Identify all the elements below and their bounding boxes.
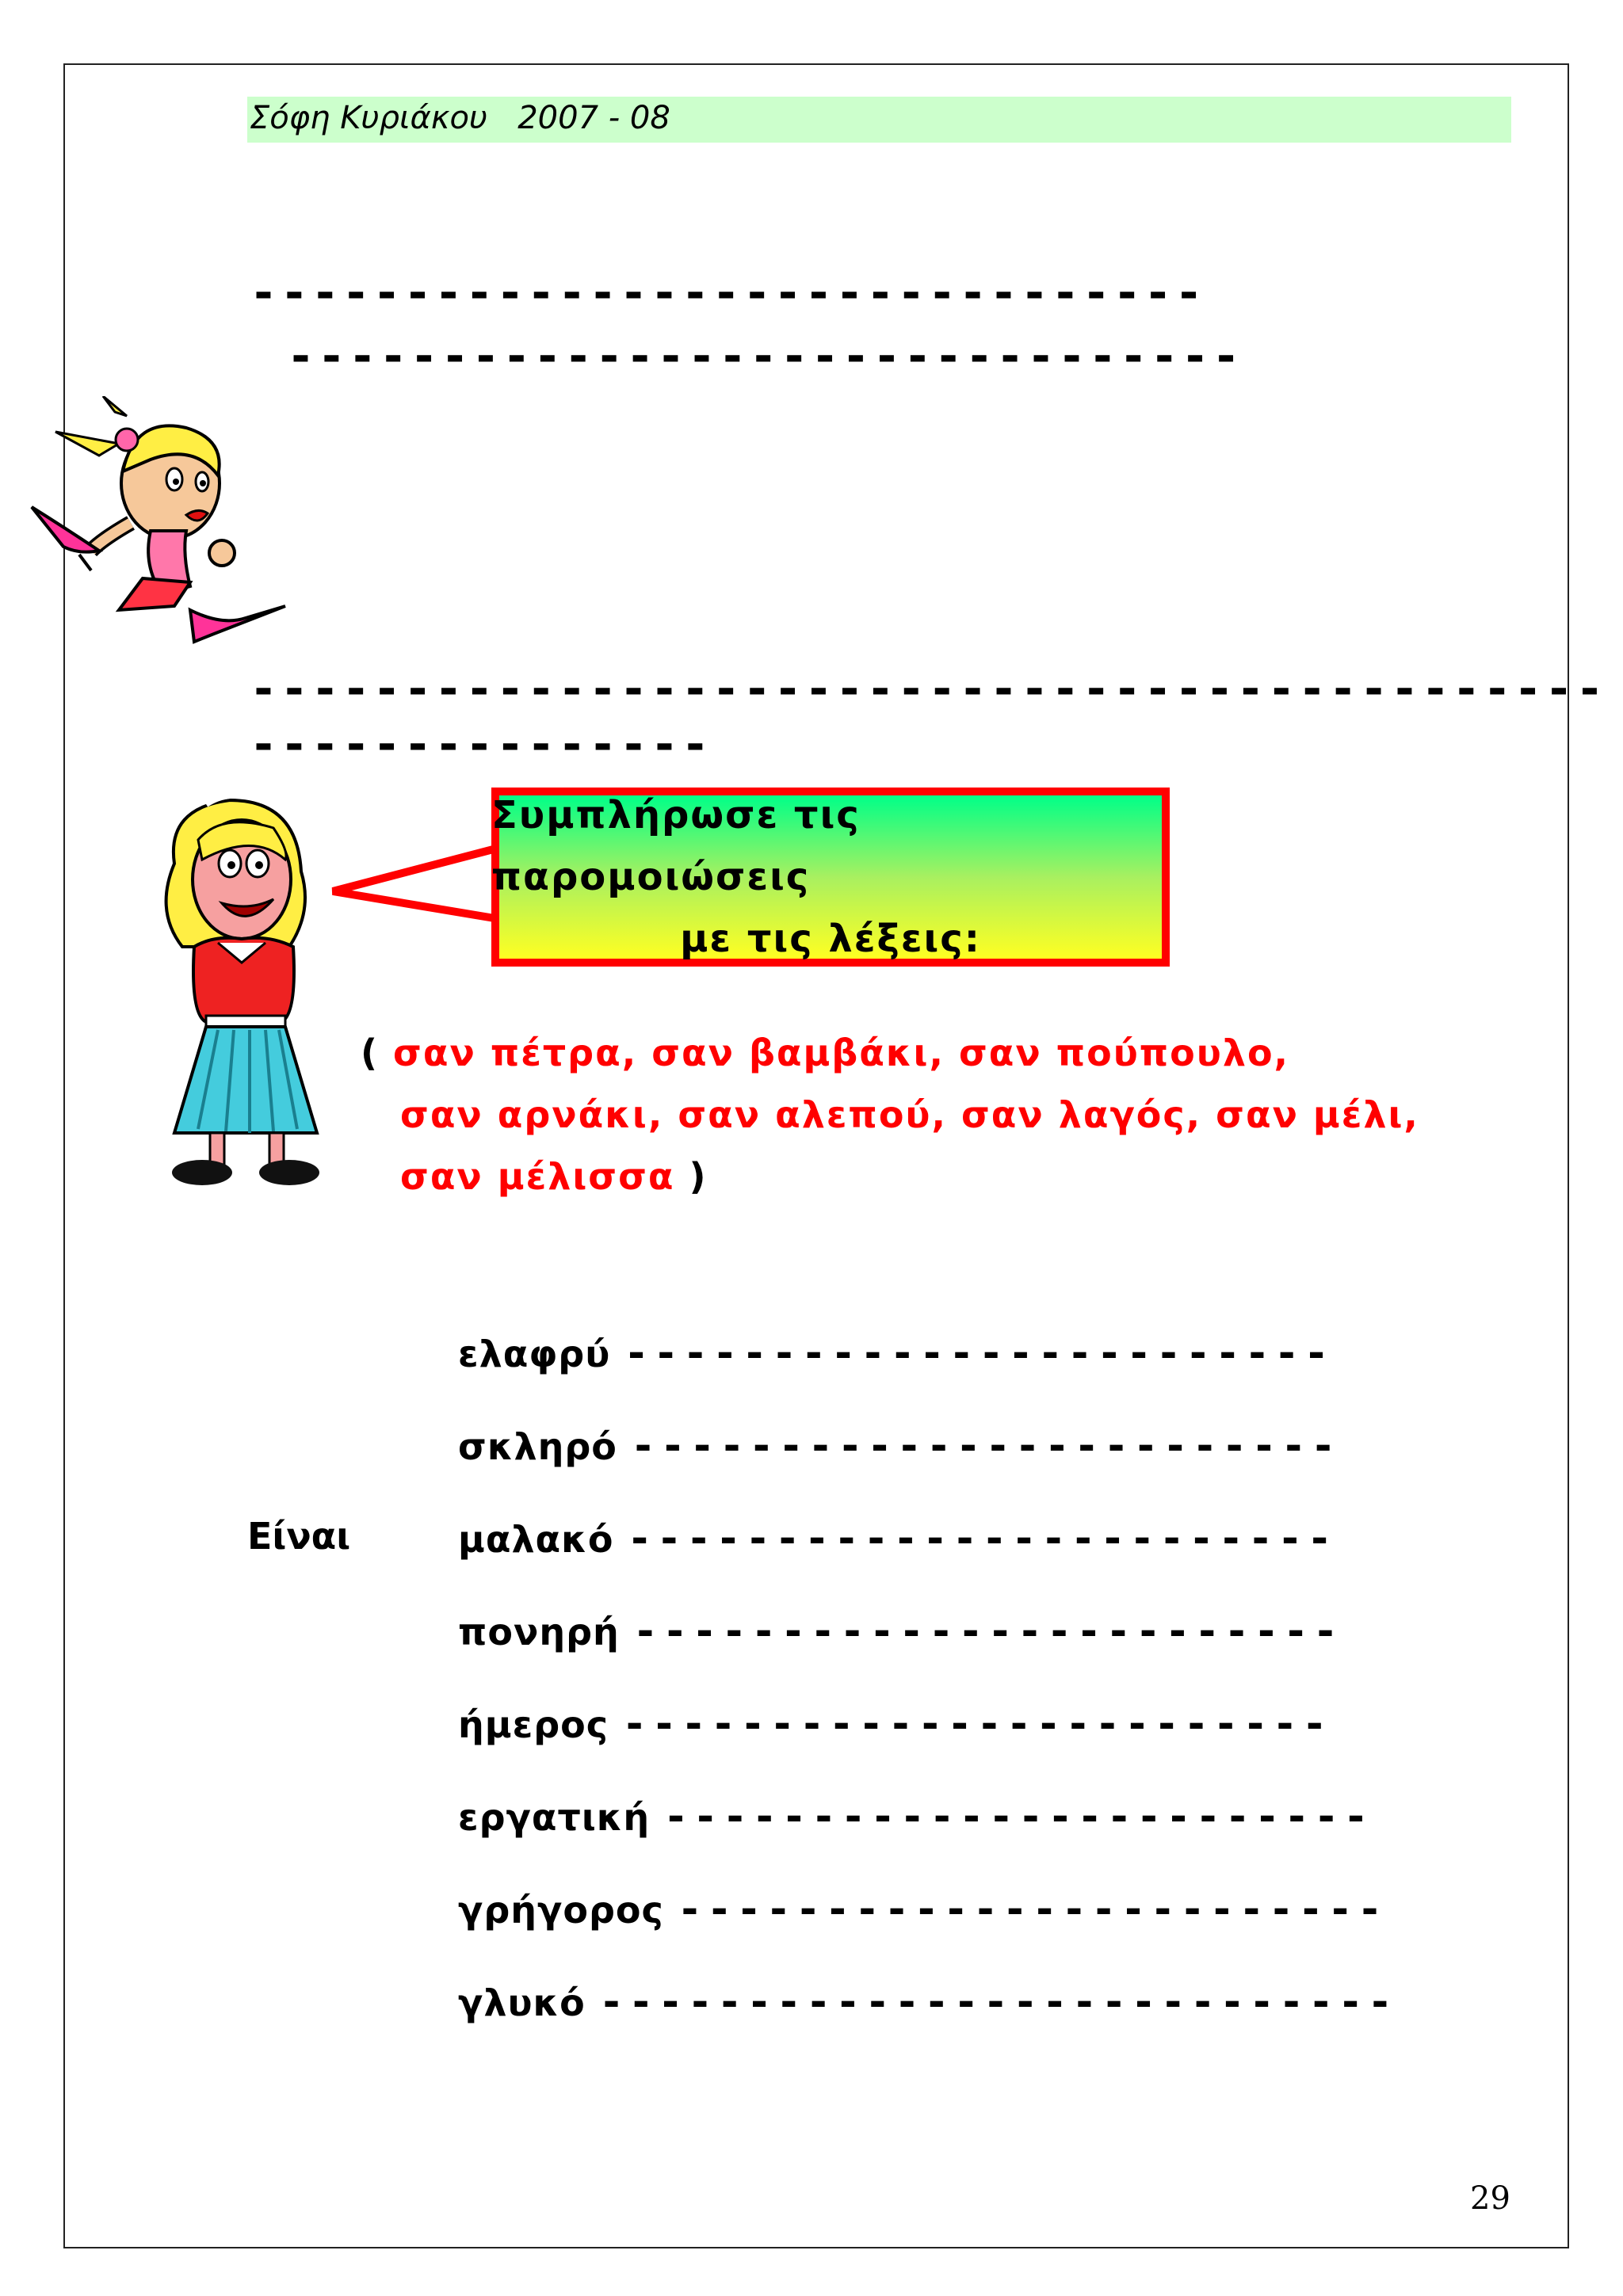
speech-bubble — [325, 784, 1173, 974]
header-text — [250, 100, 670, 136]
exercise-row — [458, 1793, 1373, 1840]
blank-line-1[interactable]: ------------------------------- — [250, 265, 1206, 319]
exercise-word: γρήγορος — [458, 1889, 664, 1932]
exercise-word: μαλακό — [458, 1518, 614, 1561]
word-bank-text-1: σαν πέτρα, σαν βαμβάκι, σαν πούπουλο, — [393, 1032, 1290, 1074]
exercise-word: γλυκό — [458, 1981, 586, 2024]
word-bank-line-2 — [361, 1084, 1419, 1146]
exercise-word: εργατική — [458, 1796, 651, 1839]
smiling-girl-illustration — [143, 784, 341, 1196]
blank-line-3[interactable]: -------------------------------------------- — [250, 662, 1607, 715]
exercise-blank[interactable]: ------------------------ — [627, 1515, 1337, 1562]
exercise-lead: Είναι — [247, 1515, 351, 1558]
close-paren: ) — [689, 1155, 708, 1198]
exercise-row — [458, 1515, 1337, 1562]
exercise-blank[interactable]: ------------------------ — [663, 1793, 1373, 1840]
exercise-row — [458, 1700, 1331, 1748]
exercise-row — [458, 1978, 1397, 2026]
instruction-text — [491, 788, 1170, 967]
exercise-blank[interactable]: ------------------------ — [677, 1886, 1388, 1933]
instruction-line-2: με τις λέξεις: — [680, 917, 981, 961]
blank-line-2[interactable]: ------------------------------- — [287, 329, 1243, 383]
exercise-word: πονηρή — [458, 1611, 620, 1653]
open-paren: ( — [361, 1032, 380, 1074]
header-author: Σόφη Κυριάκου — [250, 100, 488, 136]
blank-line-4[interactable]: --------------- — [250, 717, 712, 771]
word-bank — [361, 1022, 1419, 1207]
exercise-word: ελαφρύ — [458, 1333, 611, 1375]
exercise-row — [458, 1608, 1342, 1655]
word-bank-line-1 — [361, 1022, 1419, 1084]
running-girl-illustration — [24, 396, 293, 658]
exercise-row — [458, 1886, 1387, 1933]
exercise-blank[interactable]: --------------------------- — [598, 1978, 1398, 2026]
header-year: 2007 - 08 — [517, 100, 670, 136]
word-bank-text-3: σαν μέλισσα — [400, 1155, 675, 1198]
word-bank-line-3 — [361, 1146, 1419, 1207]
exercise-word: σκληρό — [458, 1425, 617, 1468]
exercise-row — [458, 1422, 1340, 1470]
exercise-blank[interactable]: ------------------------ — [622, 1700, 1332, 1748]
exercise-blank[interactable]: ------------------------ — [632, 1608, 1343, 1655]
page-number: 29 — [1470, 2180, 1510, 2217]
exercise-blank[interactable]: ------------------------ — [624, 1329, 1334, 1377]
exercise-row — [458, 1329, 1334, 1377]
exercise-word: ήμερος — [458, 1703, 609, 1746]
word-bank-text-2: σαν αρνάκι, σαν αλεπού, σαν λαγός, σαν μέλι, — [400, 1093, 1419, 1136]
exercise-blank[interactable]: ------------------------ — [630, 1422, 1341, 1470]
speech-bubble-tail — [325, 784, 507, 974]
instruction-line-1: Συμπλήρωσε τις παρομοιώσεις — [491, 793, 861, 899]
